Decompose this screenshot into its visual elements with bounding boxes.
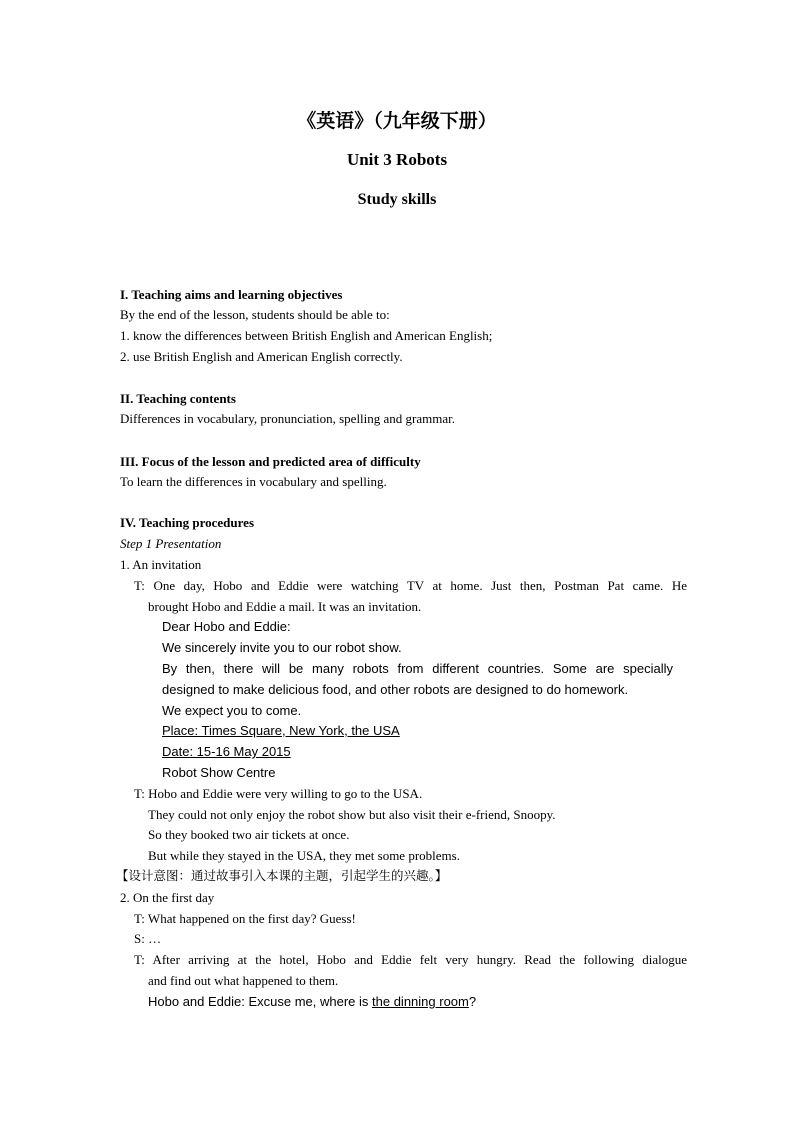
letter-place: Place: Times Square, New York, the USA — [162, 723, 400, 738]
objective-item: 2. use British English and American English correctly. — [120, 349, 403, 364]
part1-title: 1. An invitation — [120, 557, 202, 572]
teacher-line: T: One day, Hobo and Eddie were watching TV at home. Just then, Postman Pat came. He — [134, 578, 687, 593]
teacher-line: But while they stayed in the USA, they met some problems. — [148, 848, 460, 863]
section3-text: To learn the differences in vocabulary and spelling. — [120, 474, 387, 489]
book-title: 《英语》（九年级下册） — [297, 110, 497, 132]
teacher-line: They could not only enjoy the robot show but also visit their e-friend, Snoopy. — [148, 807, 556, 822]
section1-intro: By the end of the lesson, students should be able to: — [120, 307, 390, 322]
section2-text: Differences in vocabulary, pronunciation, spelling and grammar. — [120, 411, 456, 426]
section3-heading: III. Focus of the lesson and predicted area of difficulty — [120, 454, 421, 469]
teacher-line: T: What happened on the first day? Guess! — [134, 911, 356, 926]
letter-line: We sincerely invite you to our robot show. — [162, 640, 402, 655]
letter-line: We expect you to come. — [162, 703, 302, 718]
lesson-title: Study skills — [357, 191, 437, 208]
dialogue-line — [148, 994, 476, 1010]
part2-title: 2. On the first day — [120, 890, 215, 905]
teacher-line: brought Hobo and Eddie a mail. It was an invitation. — [148, 599, 422, 614]
teacher-line: T: Hobo and Eddie were very willing to go to the USA. — [134, 786, 423, 801]
teacher-line: So they booked two air tickets at once. — [148, 827, 350, 842]
letter-greeting: Dear Hobo and Eddie: — [162, 619, 291, 634]
design-note: 【设计意图：通过故事引入本课的主题，引起学生的兴趣。】 — [116, 868, 448, 883]
dialogue-prefix: Hobo and Eddie: Excuse me, where is — [148, 994, 373, 1009]
step-label: Step 1 Presentation — [120, 536, 222, 551]
letter-venue: Robot Show Centre — [162, 765, 276, 780]
unit-title: Unit 3 Robots — [346, 150, 448, 169]
letter-line: designed to make delicious food, and other robots are designed to do homework. — [162, 682, 629, 697]
section4-heading: IV. Teaching procedures — [120, 515, 255, 530]
student-line: S: … — [134, 931, 162, 946]
letter-date: Date: 15-16 May 2015 — [162, 744, 291, 759]
objective-item: 1. know the differences between British English and American English; — [120, 328, 493, 343]
dialogue-suffix: ? — [468, 994, 477, 1009]
dialogue-underlined: the dinning room — [372, 994, 469, 1009]
teacher-line: and find out what happened to them. — [148, 973, 339, 988]
section1-heading: I. Teaching aims and learning objectives — [120, 287, 343, 302]
teacher-line: T: After arriving at the hotel, Hobo and Eddie felt very hungry. Read the following dialogue — [134, 952, 687, 967]
section2-heading: II. Teaching contents — [120, 391, 236, 406]
letter-line: By then, there will be many robots from different countries. Some are specially — [162, 661, 673, 676]
